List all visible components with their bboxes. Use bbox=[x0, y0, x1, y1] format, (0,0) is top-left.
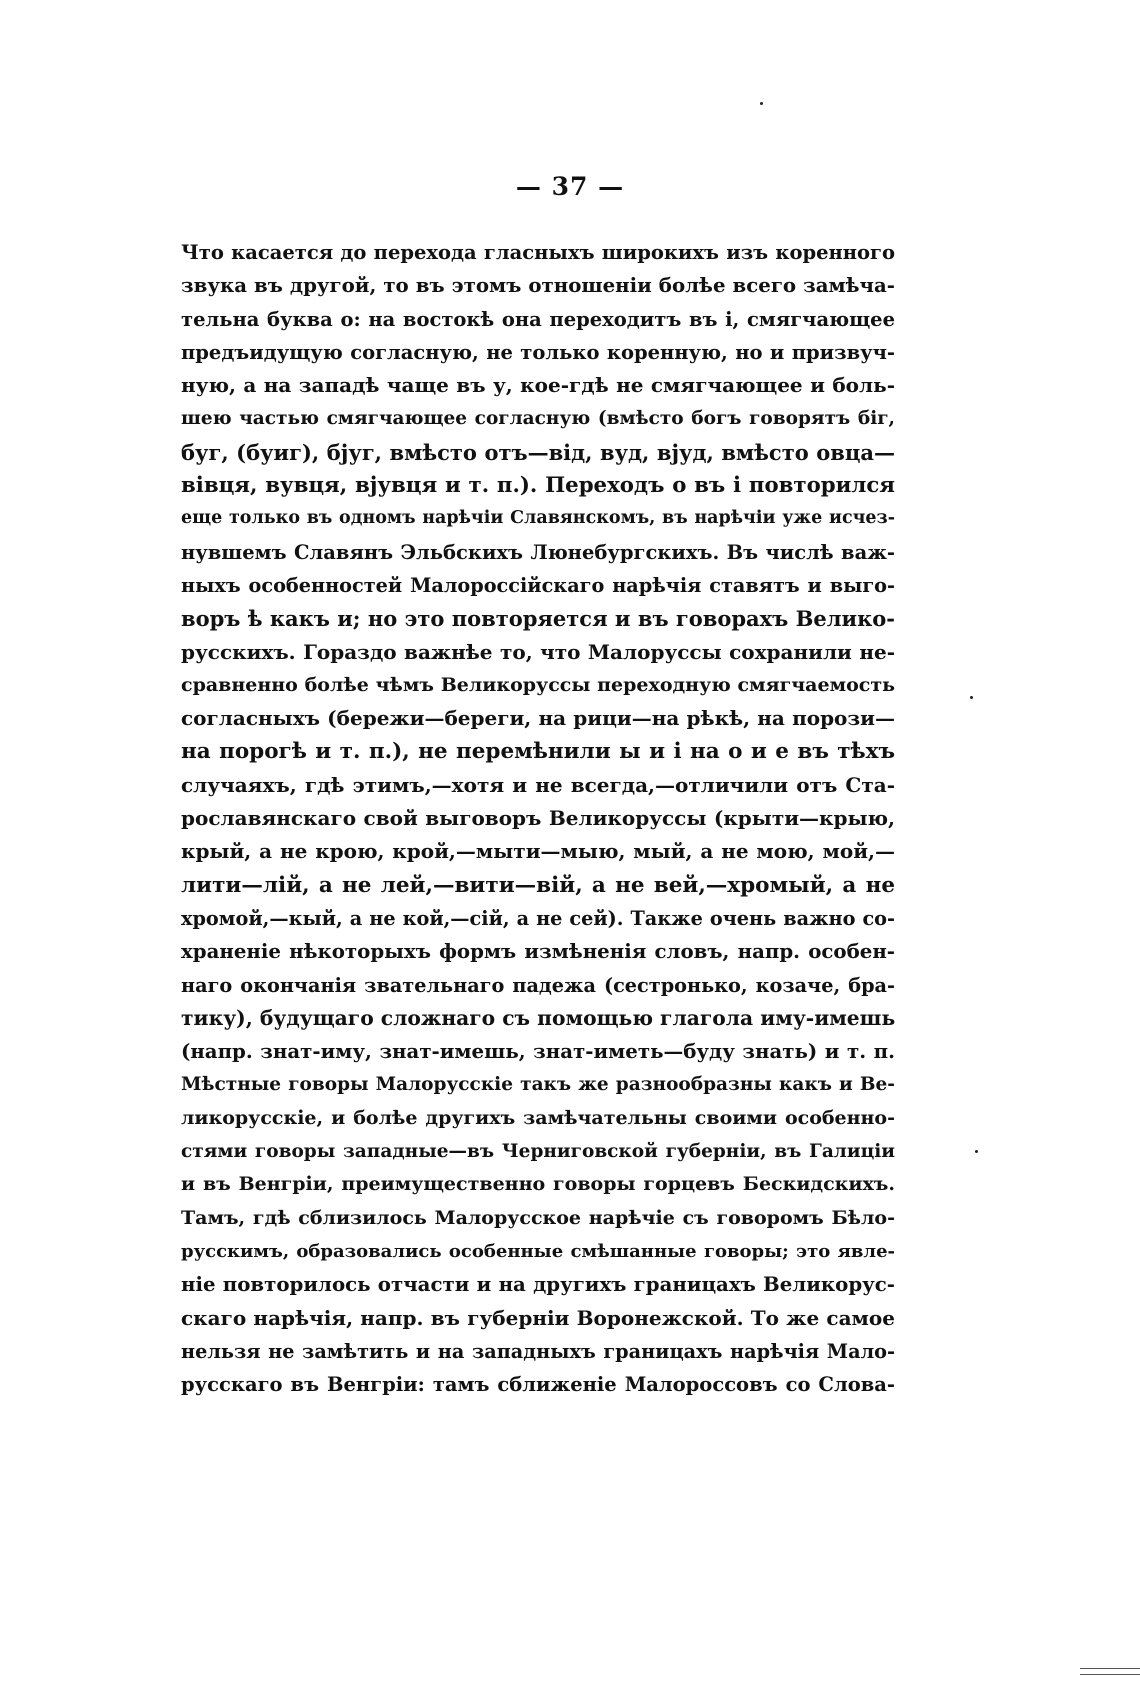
text-line: стями говоры западные—въ Черниговской губерніи, въ Галиціи bbox=[181, 1141, 895, 1163]
text-line: храненіе нѣкоторыхъ формъ измѣненія словъ, напр. особен- bbox=[181, 939, 895, 964]
text-line: нувшемъ Славянъ Эльбскихъ Люнебургскихъ. Въ числѣ важ- bbox=[181, 540, 895, 564]
text-line: наго окончанія звательнаго падежа (сестронько, козаче, бра- bbox=[181, 973, 895, 997]
text-line: хромой,—кый, а не кой,—сій, а не сей). Также очень важно со- bbox=[181, 906, 895, 930]
text-line: лити—лій, а не лей,—вити—вій, а не вей,—хромый, а не bbox=[181, 872, 895, 898]
text-line: тику), будущаго сложнаго съ помощью глагола иму-имешь bbox=[181, 1005, 895, 1030]
scan-speck bbox=[760, 102, 763, 105]
text-line: сравненно болѣе чѣмъ Великоруссы переходную смягчаемость bbox=[181, 673, 895, 696]
text-line: предъидущую согласную, не только коренную, но и призвуч- bbox=[181, 340, 895, 364]
text-line: тельна буква о: на востокѣ она переходитъ въ і, смягчающее bbox=[181, 307, 895, 331]
text-line: (напр. знат-иму, знат-имешь, знат-иметь—буду знать) и т. п. bbox=[181, 1039, 895, 1064]
text-line: русскимъ, образовались особенные смѣшанные говоры; это явле- bbox=[181, 1240, 895, 1262]
text-line: на порогѣ и т. п.), не перемѣнили ы и і на о и е въ тѣхъ bbox=[181, 739, 895, 765]
text-line: звука въ другой, то въ этомъ отношеніи болѣе всего замѣча- bbox=[181, 273, 895, 298]
text-line: русскихъ. Гораздо важнѣе то, что Малоруссы сохранили не- bbox=[181, 639, 895, 664]
text-line: крый, а не крою, крой,—мыти—мыю, мый, а не мою, мой,— bbox=[181, 839, 895, 864]
text-line: буг, (буиг), бјуг, вмѣсто отъ—від, вуд, вјуд, вмѣсто овца— bbox=[181, 439, 895, 465]
page-number: — 37 — bbox=[515, 172, 625, 201]
text-line: нельзя не замѣтить и на западныхъ границахъ нарѣчія Мало- bbox=[181, 1339, 895, 1363]
text-line: Мѣстные говоры Малорусскіе такъ же разнообразны какъ и Ве- bbox=[181, 1074, 895, 1096]
text-line: вівця, вувця, вјувця и т. п.). Переходъ о въ і повторился bbox=[181, 473, 895, 499]
text-line: рославянскаго свой выговоръ Великоруссы (крыти—крыю, bbox=[181, 806, 895, 831]
scan-speck bbox=[975, 1150, 978, 1153]
text-line: еще только въ одномъ нарѣчіи Славянскомъ, въ нарѣчіи уже исчез- bbox=[181, 508, 895, 529]
text-line: скаго нарѣчія, напр. въ губерніи Воронежской. То же самое bbox=[181, 1305, 895, 1330]
text-line: согласныхъ (бережи—береги, на рици—на рѣкѣ, на порози— bbox=[181, 706, 895, 731]
text-line: случаяхъ, гдѣ этимъ,—хотя и не всегда,—отличили отъ Ста- bbox=[181, 772, 895, 797]
text-line: и въ Венгріи, преимущественно говоры горцевъ Бескидскихъ. bbox=[181, 1173, 895, 1196]
text-line: Что касается до перехода гласныхъ широкихъ изъ коренного bbox=[181, 241, 895, 264]
scan-edge-line bbox=[1080, 1668, 1140, 1669]
scan-speck bbox=[970, 696, 973, 699]
scan-edge-line bbox=[1080, 1674, 1140, 1675]
text-line: ніе повторилось отчасти и на другихъ границахъ Великорус- bbox=[181, 1272, 895, 1297]
text-line: воръ ѣ какъ и; но это повторяется и въ говорахъ Велико- bbox=[181, 606, 895, 632]
text-line: ликорусскіе, и болѣе другихъ замѣчательны своими особенно- bbox=[181, 1106, 895, 1129]
text-line: русскаго въ Венгріи: тамъ сближеніе Малороссовъ со Слова- bbox=[181, 1373, 895, 1397]
body-text bbox=[181, 236, 895, 1401]
text-line: Тамъ, гдѣ сблизилось Малорусское нарѣчіе съ говоромъ Бѣло- bbox=[181, 1206, 895, 1229]
text-line: ную, а на западѣ чаще въ у, кое-гдѣ не смягчающее и боль- bbox=[181, 373, 895, 398]
text-line: ныхъ особенностей Малороссійскаго нарѣчія ставятъ и выго- bbox=[181, 573, 895, 597]
text-line: шею частью смягчающее согласную (вмѣсто богъ говорятъ біг, bbox=[181, 408, 895, 430]
